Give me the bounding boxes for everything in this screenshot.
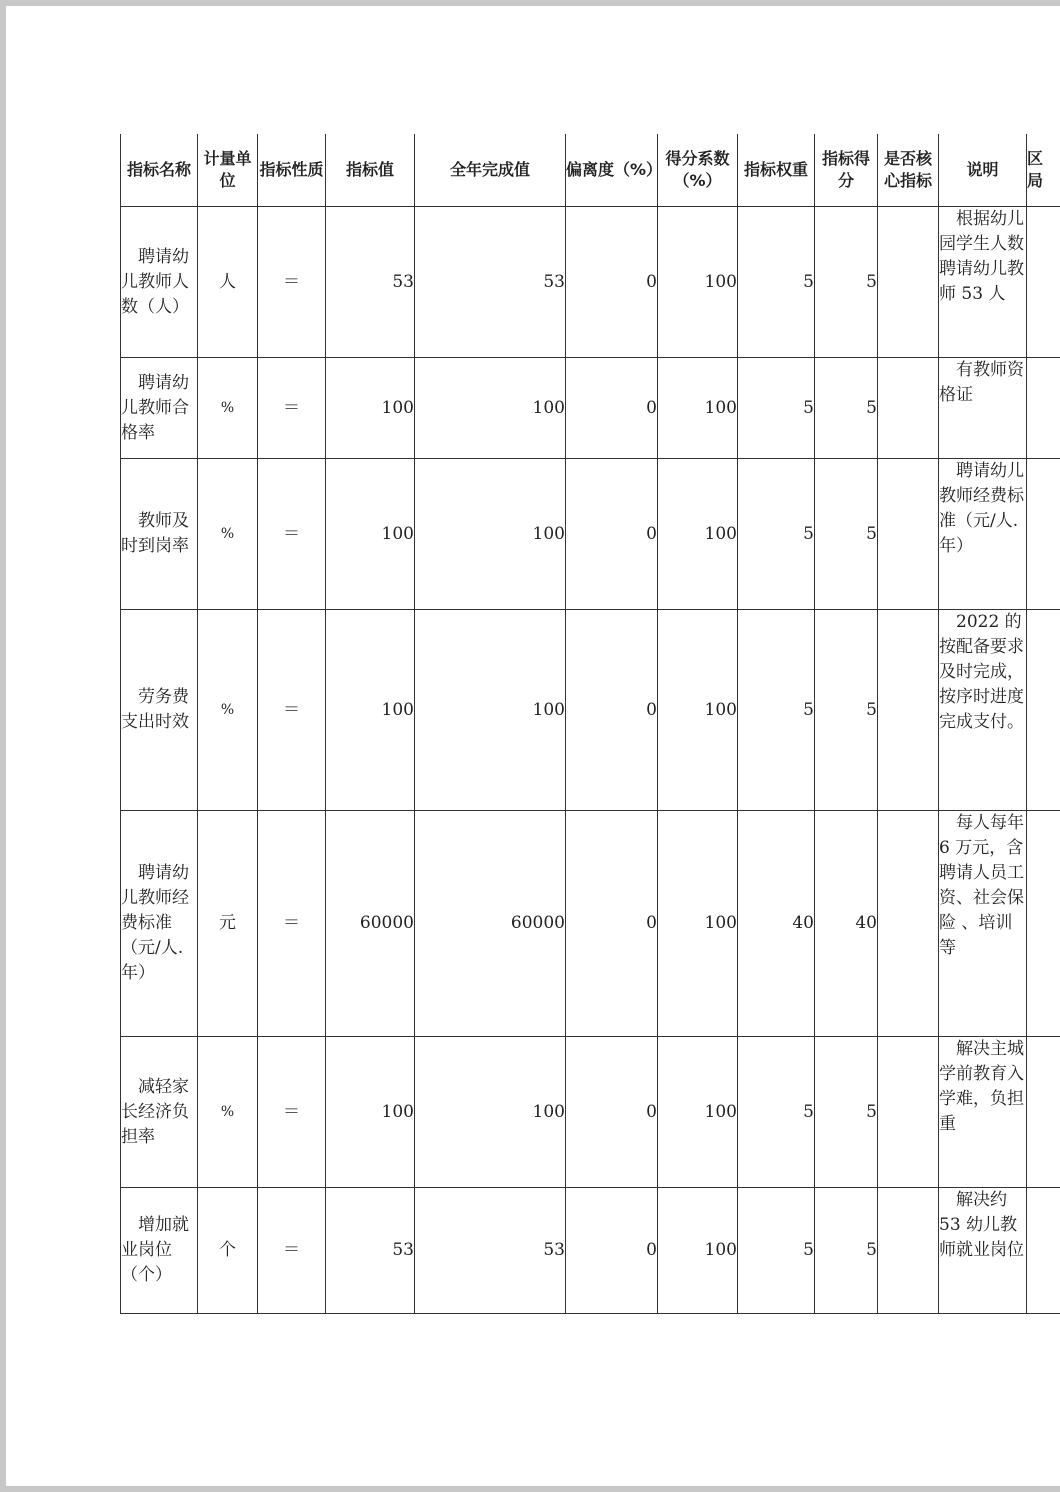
cell-nature: ＝ — [258, 207, 326, 358]
cell-deviation: 0 — [566, 610, 658, 811]
cell-unit: % — [198, 358, 258, 459]
cell-deviation: 0 — [566, 811, 658, 1037]
table-row — [121, 358, 1060, 459]
cell-deviation: 0 — [566, 207, 658, 358]
cell-target: 100 — [326, 610, 415, 811]
cell-score: 5 — [815, 358, 878, 459]
cell-coefficient: 100 — [658, 1188, 738, 1314]
cell-core — [878, 459, 939, 610]
cell-unit: 人 — [198, 207, 258, 358]
cell-actual: 60000 — [415, 811, 566, 1037]
cell-extra — [1027, 610, 1060, 811]
cell-name: 劳务费支出时效 — [121, 610, 198, 811]
cell-note: 2022 的按配备要求及时完成，按序时进度完成支付。 — [939, 610, 1027, 811]
cell-coefficient: 100 — [658, 1037, 738, 1188]
cell-nature: ＝ — [258, 358, 326, 459]
header-coefficient: 得分系数（%） — [658, 134, 738, 207]
cell-coefficient: 100 — [658, 811, 738, 1037]
header-actual: 全年完成值 — [415, 134, 566, 207]
cell-score: 40 — [815, 811, 878, 1037]
cell-actual: 100 — [415, 610, 566, 811]
cell-name: 聘请幼儿教师人数（人） — [121, 207, 198, 358]
table-header-row — [121, 134, 1060, 207]
cell-score: 5 — [815, 1188, 878, 1314]
cell-unit: 个 — [198, 1188, 258, 1314]
header-target: 指标值 — [326, 134, 415, 207]
cell-actual: 100 — [415, 459, 566, 610]
cell-score: 5 — [815, 1037, 878, 1188]
table-row — [121, 1188, 1060, 1314]
cell-weight: 5 — [738, 358, 815, 459]
cell-actual: 53 — [415, 207, 566, 358]
cell-target: 100 — [326, 459, 415, 610]
cell-extra — [1027, 1037, 1060, 1188]
cell-name: 教师及时到岗率 — [121, 459, 198, 610]
cell-unit: % — [198, 459, 258, 610]
cell-coefficient: 100 — [658, 207, 738, 358]
cell-score: 5 — [815, 207, 878, 358]
table-row — [121, 811, 1060, 1037]
table-row — [121, 459, 1060, 610]
cell-score: 5 — [815, 610, 878, 811]
cell-target: 53 — [326, 1188, 415, 1314]
cell-core — [878, 1188, 939, 1314]
header-deviation: 偏离度（%） — [566, 134, 658, 207]
cell-weight: 5 — [738, 1037, 815, 1188]
cell-weight: 5 — [738, 610, 815, 811]
cell-note: 解决约 53 幼儿教师就业岗位 — [939, 1188, 1027, 1314]
cell-deviation: 0 — [566, 358, 658, 459]
cell-note: 聘请幼儿教师经费标准（元/人.年） — [939, 459, 1027, 610]
header-nature: 指标性质 — [258, 134, 326, 207]
cell-deviation: 0 — [566, 1037, 658, 1188]
cell-core — [878, 207, 939, 358]
cell-unit: % — [198, 610, 258, 811]
cell-unit: 元 — [198, 811, 258, 1037]
cell-name: 减轻家长经济负担率 — [121, 1037, 198, 1188]
cell-actual: 100 — [415, 358, 566, 459]
cell-score: 5 — [815, 459, 878, 610]
cell-extra — [1027, 811, 1060, 1037]
cell-nature: ＝ — [258, 1188, 326, 1314]
cell-extra — [1027, 1188, 1060, 1314]
cell-deviation: 0 — [566, 1188, 658, 1314]
cell-target: 100 — [326, 1037, 415, 1188]
header-unit: 计量单位 — [198, 134, 258, 207]
header-core: 是否核心指标 — [878, 134, 939, 207]
header-extra — [1027, 134, 1060, 207]
cell-weight: 5 — [738, 207, 815, 358]
cell-note: 有教师资格证 — [939, 358, 1027, 459]
cell-unit: % — [198, 1037, 258, 1188]
cell-coefficient: 100 — [658, 358, 738, 459]
cell-extra — [1027, 358, 1060, 459]
cell-actual: 53 — [415, 1188, 566, 1314]
document-page — [6, 6, 1060, 1486]
header-name: 指标名称 — [121, 134, 198, 207]
header-note: 说明 — [939, 134, 1027, 207]
table-row — [121, 207, 1060, 358]
header-extra-label: 区局 — [1027, 149, 1044, 190]
cell-target: 60000 — [326, 811, 415, 1037]
cell-coefficient: 100 — [658, 459, 738, 610]
cell-core — [878, 1037, 939, 1188]
cell-core — [878, 811, 939, 1037]
performance-indicator-table — [120, 134, 1060, 1314]
cell-target: 53 — [326, 207, 415, 358]
cell-weight: 5 — [738, 459, 815, 610]
header-score: 指标得分 — [815, 134, 878, 207]
header-weight: 指标权重 — [738, 134, 815, 207]
cell-nature: ＝ — [258, 811, 326, 1037]
cell-nature: ＝ — [258, 459, 326, 610]
cell-core — [878, 610, 939, 811]
cell-name: 聘请幼儿教师经费标准（元/人.年） — [121, 811, 198, 1037]
cell-actual: 100 — [415, 1037, 566, 1188]
cell-extra — [1027, 207, 1060, 358]
cell-nature: ＝ — [258, 610, 326, 811]
cell-deviation: 0 — [566, 459, 658, 610]
cell-name: 聘请幼儿教师合格率 — [121, 358, 198, 459]
cell-target: 100 — [326, 358, 415, 459]
table-row — [121, 610, 1060, 811]
cell-weight: 40 — [738, 811, 815, 1037]
cell-nature: ＝ — [258, 1037, 326, 1188]
cell-note: 解决主城学前教育入学难，负担重 — [939, 1037, 1027, 1188]
cell-note: 每人每年 6 万元，含聘请人员工资、社会保险 、培训等 — [939, 811, 1027, 1037]
cell-weight: 5 — [738, 1188, 815, 1314]
cell-extra — [1027, 459, 1060, 610]
table-row — [121, 1037, 1060, 1188]
cell-note: 根据幼儿园学生人数聘请幼儿教师 53 人 — [939, 207, 1027, 358]
cell-name: 增加就业岗位（个） — [121, 1188, 198, 1314]
cell-core — [878, 358, 939, 459]
cell-coefficient: 100 — [658, 610, 738, 811]
